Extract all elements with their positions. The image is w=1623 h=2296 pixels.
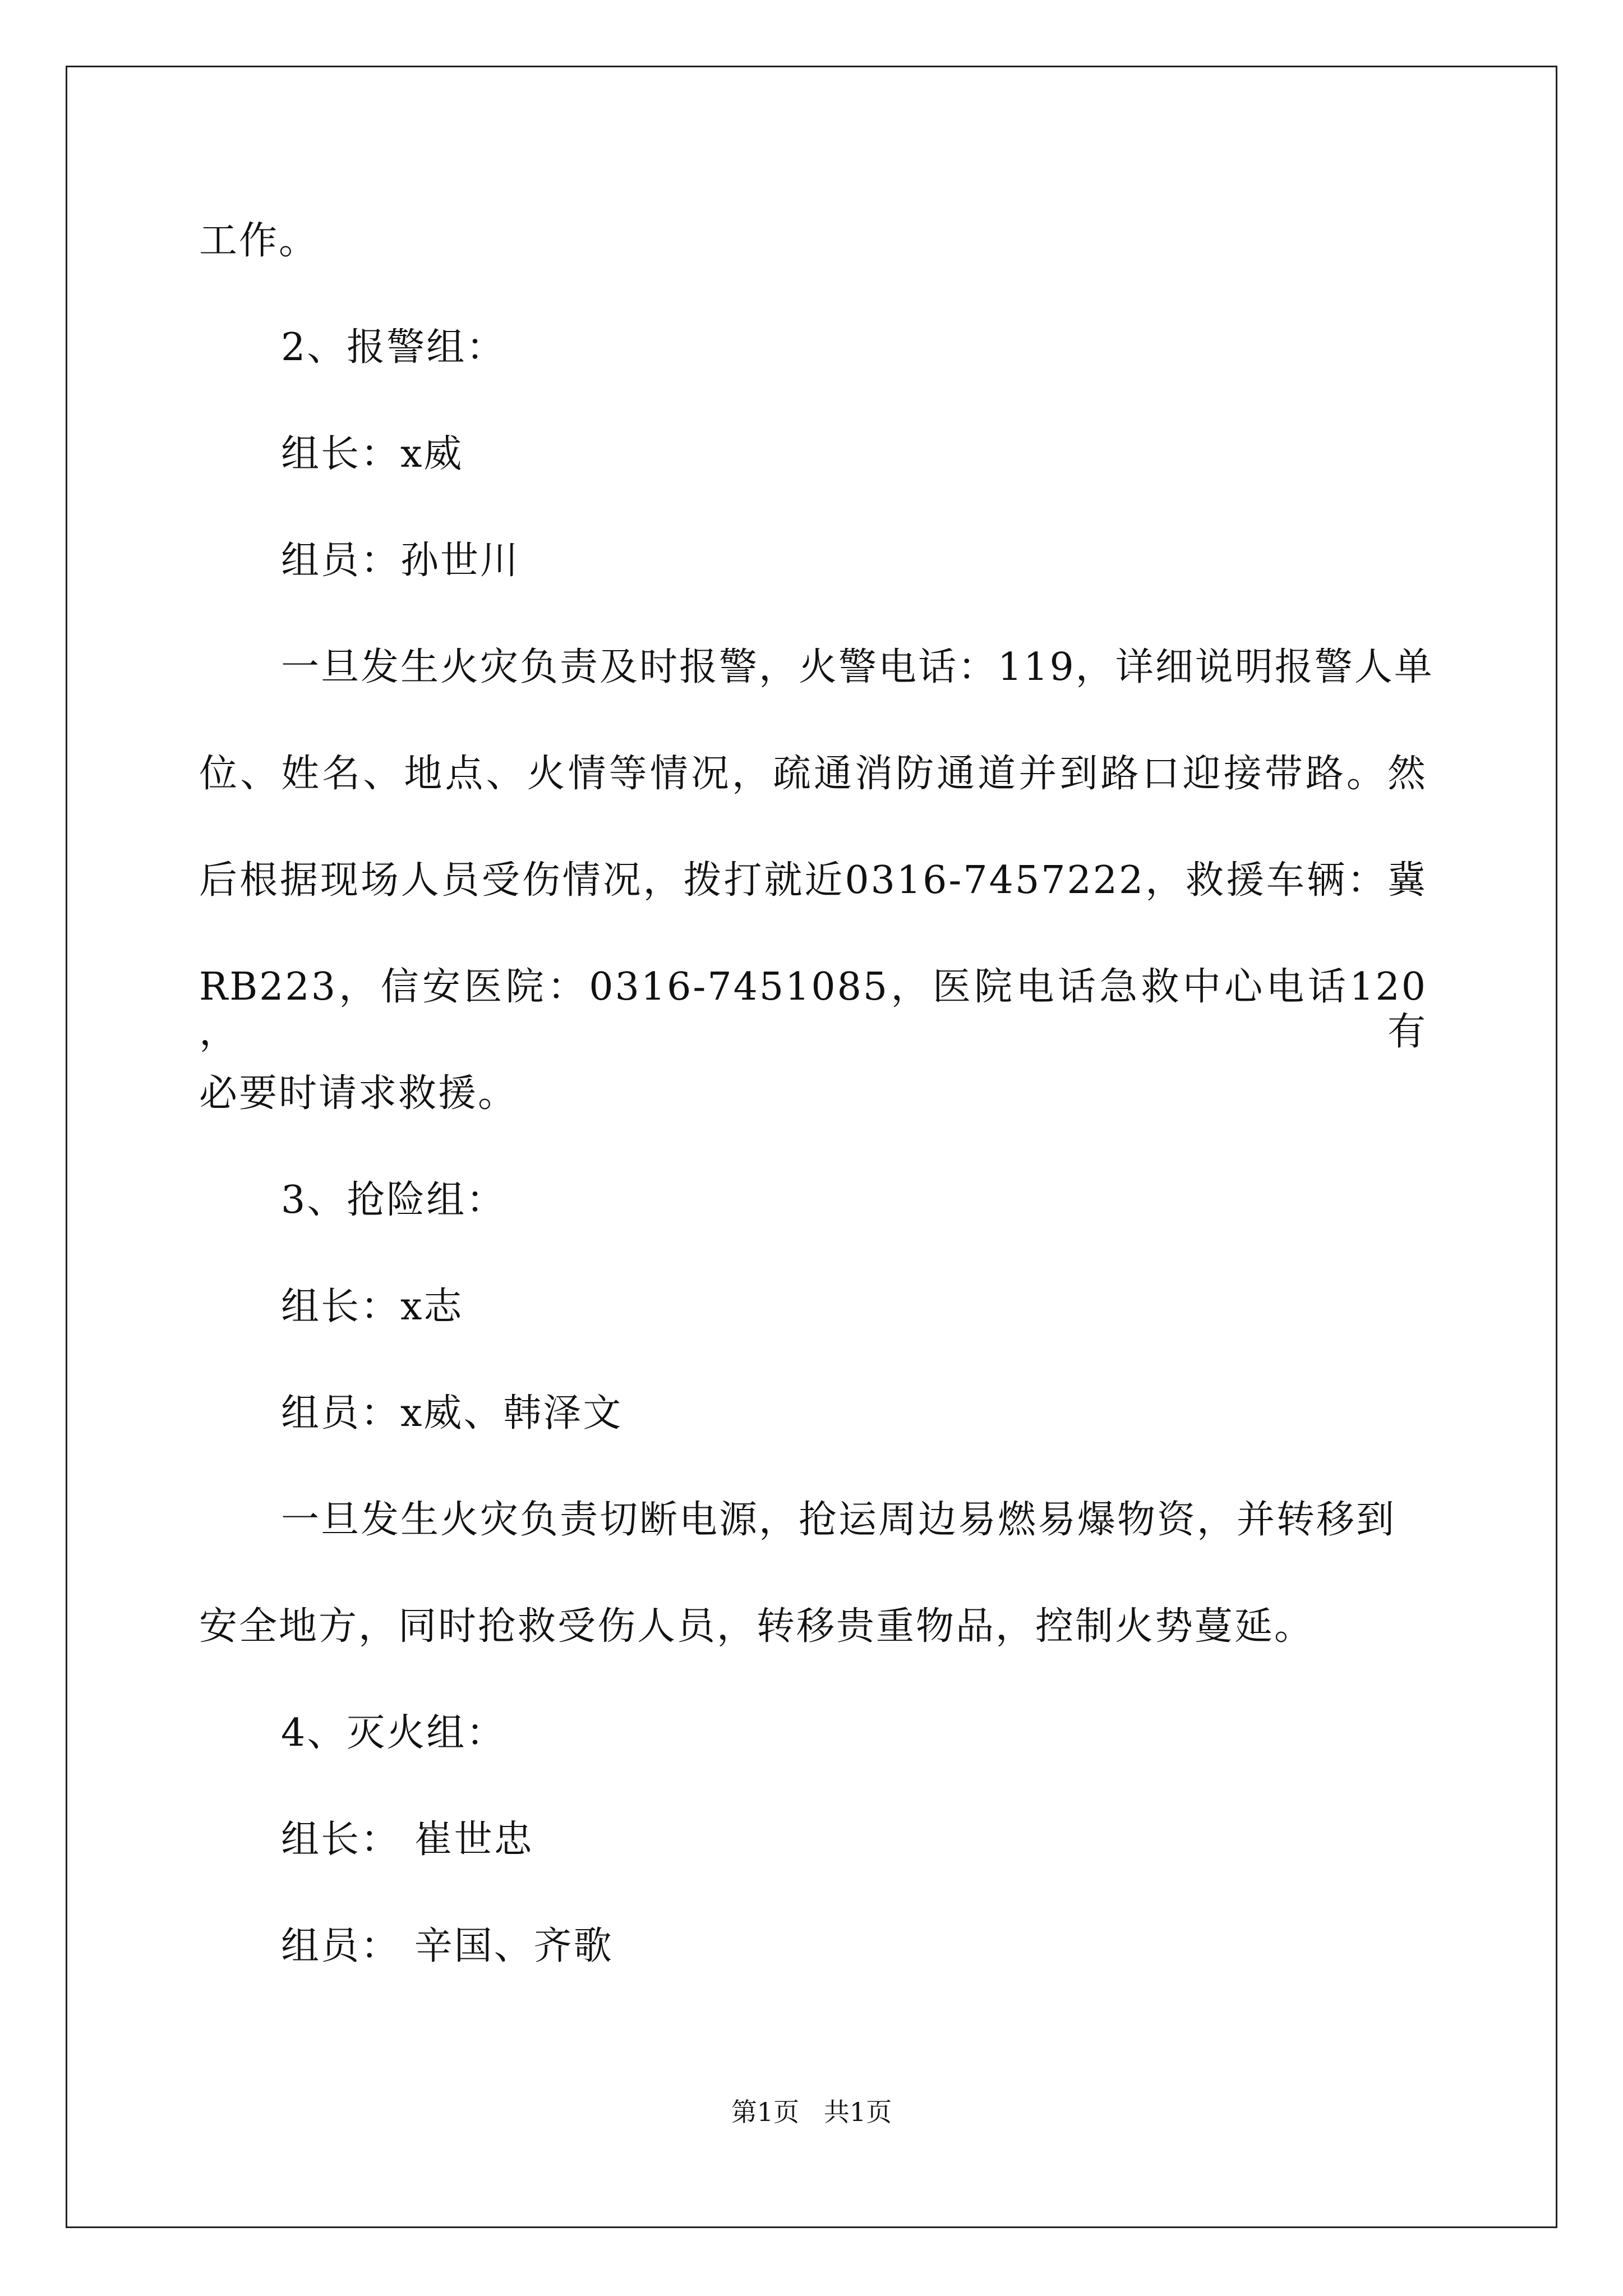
section-heading-firefighting-group: 4、灭火组：	[281, 1711, 506, 1755]
alarm-duty-line-2: 位、姓名、地点、火情等情况，疏通消防通道并到路口迎接带路。然	[199, 752, 1427, 796]
alarm-duty-line-1: 一旦发生火灾负责及时报警，火警电话：119，详细说明报警人单	[281, 645, 1434, 689]
text-line-1: 工作。	[199, 219, 319, 263]
alarm-duty-line-3: 后根据现场人员受伤情况，拨打就近0316-7457222，救援车辆：冀	[199, 858, 1427, 903]
rescue-duty-line-1: 一旦发生火灾负责切断电源，抢运周边易燃易爆物资，并转移到	[281, 1498, 1396, 1542]
section-heading-alarm-group: 2、报警组：	[281, 325, 506, 370]
page-number: 第1页 共1页	[731, 2097, 892, 2127]
rescue-duty-line-2: 安全地方，同时抢救受伤人员，转移贵重物品，控制火势蔓延。	[199, 1604, 1315, 1649]
alarm-duty-line-5: 必要时请求救援。	[199, 1071, 518, 1116]
alarm-group-leader: 组长：x威	[281, 432, 464, 476]
firefighting-group-members: 组员： 辛国、齐歌	[281, 1924, 614, 1968]
alarm-duty-line-4: RB223，信安医院：0316-7451085，医院电话急救中心电话120 ，有	[199, 965, 1427, 1054]
firefighting-group-leader: 组长： 崔世忠	[281, 1818, 534, 1862]
alarm-group-members: 组员：孙世川	[281, 539, 520, 583]
section-heading-rescue-group: 3、抢险组：	[281, 1178, 506, 1222]
page-footer	[0, 2096, 1623, 2128]
rescue-group-leader: 组长：x志	[281, 1285, 464, 1329]
page-frame	[66, 66, 1557, 2228]
rescue-group-members: 组员：x威、韩泽文	[281, 1391, 623, 1435]
